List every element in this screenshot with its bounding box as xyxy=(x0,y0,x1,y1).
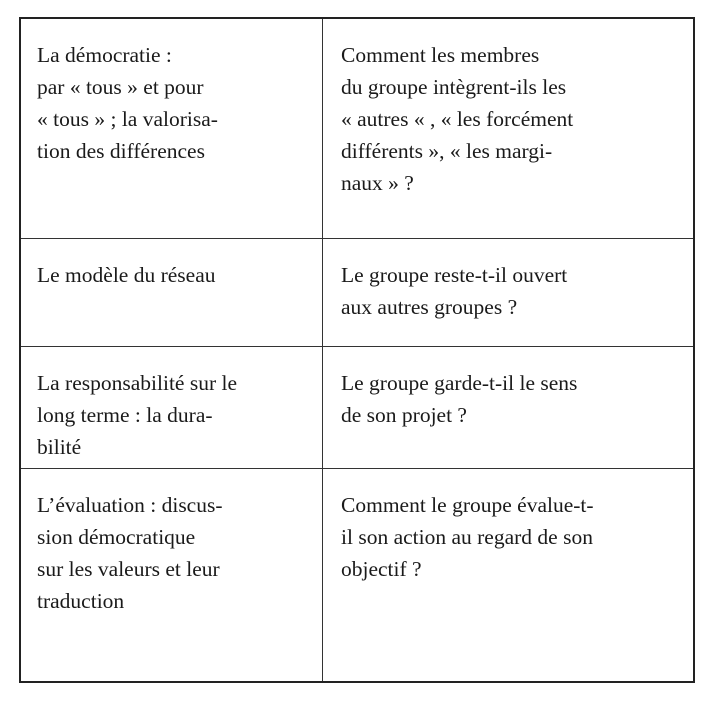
cell-value-democracy: La démocratie : par « tous » et pour « tous » ; la valorisa- tion des différences xyxy=(21,19,323,239)
values-table xyxy=(19,17,695,683)
cell-value-evaluation: L’évaluation : discus- sion démocratique sur les valeurs et leur traduction xyxy=(21,469,323,681)
cell-question-openness: Le groupe reste-t-il ouvert aux autres groupes ? xyxy=(323,239,693,347)
cell-question-self-evaluation: Comment le groupe évalue-t- il son action au regard de son objectif ? xyxy=(341,493,594,581)
cell-value-sustainability: La responsabilité sur le long terme : la dura- bilité xyxy=(21,347,323,469)
cell-value-network: Le modèle du réseau xyxy=(21,239,323,347)
cell-question-project-sense: Le groupe garde-t-il le sens de son projet ? xyxy=(323,347,693,469)
cell-question-integration: Comment les membres du groupe intègrent-ils les « autres « , « les forcément différents », « les margi- naux » ? xyxy=(323,19,693,239)
